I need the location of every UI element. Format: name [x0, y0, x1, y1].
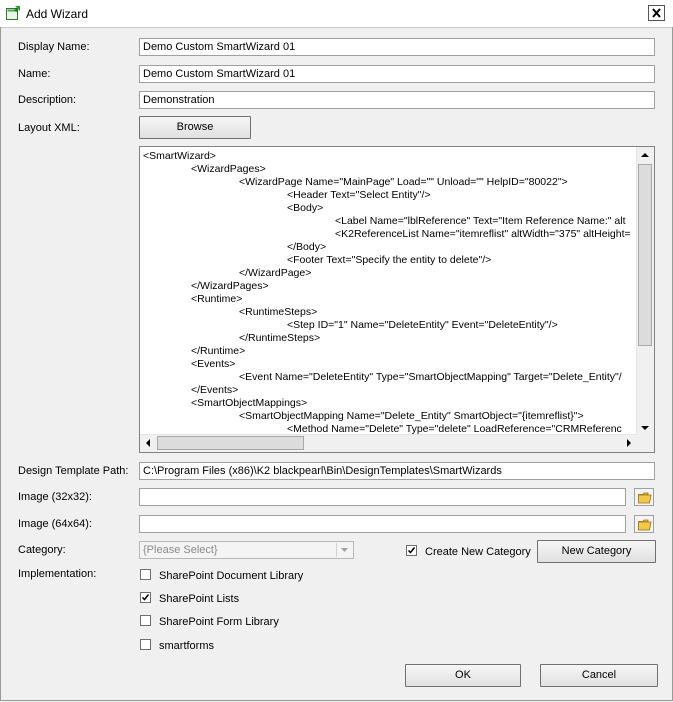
xml-line: <K2ReferenceList Name="itemreflist" altWidth="375" altHeight= — [335, 228, 631, 240]
implementation-label: Implementation: — [18, 568, 97, 580]
xml-line: <Body> — [287, 202, 324, 214]
layout-xml-content[interactable] — [143, 150, 636, 434]
xml-line: <Events> — [191, 358, 236, 370]
sharepoint-form-library-label: SharePoint Form Library — [159, 616, 279, 628]
xml-line: <WizardPage Name="MainPage" Load="" Unload="" HelpID="80022"> — [239, 176, 568, 188]
scrollbar-corner — [637, 435, 654, 452]
xml-line: <Step ID="1" Name="DeleteEntity" Event="DeleteEntity"/> — [287, 319, 558, 331]
sharepoint-form-library-checkbox[interactable] — [140, 615, 151, 626]
name-label: Name: — [18, 68, 51, 80]
scroll-right-icon[interactable] — [621, 435, 637, 451]
xml-line: </WizardPage> — [239, 267, 312, 279]
design-template-path-input[interactable]: C:\Program Files (x86)\K2 blackpearl\Bin\DesignTemplates\SmartWizards — [139, 462, 655, 480]
display-name-label: Display Name: — [18, 41, 90, 53]
folder-icon — [638, 492, 652, 504]
xml-line: <Event Name="DeleteEntity" Type="SmartObjectMapping" Target="Delete_Entity"/ — [239, 371, 622, 383]
title-bar — [0, 0, 673, 28]
close-button[interactable] — [648, 5, 665, 21]
xml-line: </RuntimeSteps> — [239, 332, 321, 344]
description-label: Description: — [18, 94, 77, 106]
image32-label: Image (32x32): — [18, 491, 92, 503]
layout-xml-label: Layout XML: — [18, 122, 80, 134]
create-new-category-checkbox[interactable] — [406, 545, 417, 556]
xml-line: </Runtime> — [191, 345, 246, 357]
vertical-scrollbar[interactable] — [636, 147, 654, 436]
sharepoint-document-library-checkbox[interactable] — [140, 569, 151, 580]
sharepoint-lists-checkbox[interactable] — [140, 592, 151, 603]
image64-browse-button[interactable] — [634, 515, 654, 533]
xml-line: <RuntimeSteps> — [239, 306, 318, 318]
category-label: Category: — [18, 544, 66, 556]
sharepoint-document-library-label: SharePoint Document Library — [159, 570, 304, 582]
close-icon — [652, 8, 661, 18]
xml-line: </WizardPages> — [191, 280, 269, 292]
xml-line: <SmartObjectMappings> — [191, 397, 308, 409]
sharepoint-lists-label: SharePoint Lists — [159, 593, 240, 605]
window-title: Add Wizard — [26, 7, 89, 21]
horizontal-scrollbar[interactable] — [140, 434, 637, 452]
vertical-scroll-thumb[interactable] — [638, 164, 652, 346]
new-category-button[interactable]: New Category — [537, 540, 656, 563]
smartforms-label: smartforms — [159, 640, 214, 652]
folder-icon — [638, 519, 652, 531]
xml-line: <Runtime> — [191, 293, 243, 305]
scroll-down-icon[interactable] — [637, 420, 653, 436]
image64-input[interactable] — [139, 515, 626, 533]
xml-line: <Header Text="Select Entity"/> — [287, 189, 431, 201]
category-select[interactable] — [139, 541, 354, 559]
create-new-category-label: Create New Category — [425, 546, 531, 558]
browse-button[interactable]: Browse — [139, 116, 251, 139]
category-selected-value: {Please Select} — [143, 544, 218, 556]
image32-input[interactable] — [139, 488, 626, 506]
xml-line: </Events> — [191, 384, 239, 396]
design-template-path-label: Design Template Path: — [18, 465, 129, 477]
xml-line: <Footer Text="Specify the entity to delete"/> — [287, 254, 492, 266]
layout-xml-editor[interactable] — [139, 146, 655, 453]
display-name-input[interactable]: Demo Custom SmartWizard 01 — [139, 38, 655, 56]
image64-label: Image (64x64): — [18, 518, 92, 530]
ok-button[interactable]: OK — [405, 664, 521, 687]
wizard-app-icon — [6, 6, 20, 20]
xml-line: <Method Name="Delete" Type="delete" LoadReference="CRMReferenc — [287, 423, 622, 434]
xml-line: <Label Name="lblReference" Text="Item Reference Name:" alt — [335, 215, 626, 227]
cancel-button[interactable]: Cancel — [540, 664, 658, 687]
scroll-up-icon[interactable] — [637, 147, 653, 163]
xml-line: <SmartObjectMapping Name="Delete_Entity" SmartObject="{itemreflist}"> — [239, 410, 584, 422]
xml-line: <SmartWizard> — [143, 150, 216, 162]
xml-line: <WizardPages> — [191, 163, 266, 175]
checkmark-icon — [141, 593, 150, 602]
image32-browse-button[interactable] — [634, 488, 654, 506]
chevron-down-icon[interactable] — [336, 543, 352, 557]
name-input[interactable]: Demo Custom SmartWizard 01 — [139, 65, 655, 83]
checkmark-icon — [407, 546, 416, 555]
xml-line: </Body> — [287, 241, 327, 253]
scroll-left-icon[interactable] — [140, 435, 156, 451]
description-input[interactable]: Demonstration — [139, 91, 655, 109]
smartforms-checkbox[interactable] — [140, 639, 151, 650]
horizontal-scroll-thumb[interactable] — [157, 436, 304, 450]
